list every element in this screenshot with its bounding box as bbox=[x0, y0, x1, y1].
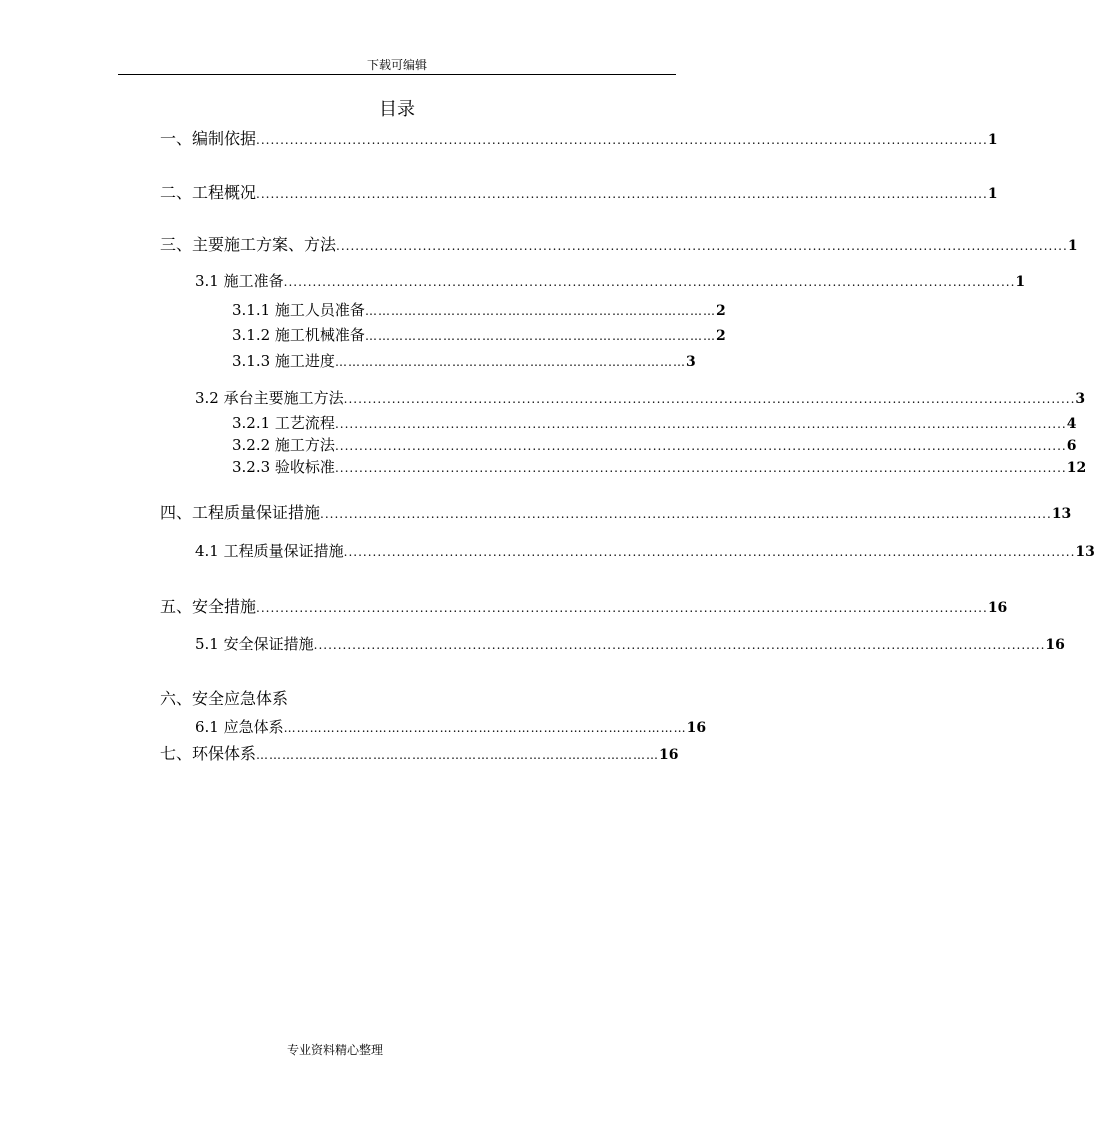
toc-entry-label: 3.2.2 施工方法 bbox=[232, 436, 335, 454]
page-footer: 专业资料精心整理 bbox=[287, 1043, 384, 1057]
toc-leader: ........................................................................................................................................................ bbox=[334, 417, 1067, 431]
toc-entry-page: 13 bbox=[1051, 506, 1072, 522]
toc-leader: ………………………………………………………………………………… bbox=[283, 721, 687, 735]
toc-entry-page: 4 bbox=[1066, 416, 1077, 432]
toc-entry-label: 4.1 工程质量保证措施 bbox=[195, 542, 344, 560]
toc-entry-label: 六、安全应急体系 bbox=[160, 689, 289, 708]
page-header: 下载可编辑 bbox=[366, 58, 427, 72]
toc-entry-label: 五、安全措施 bbox=[160, 597, 257, 616]
toc-entry-label: 6.1 应急体系 bbox=[195, 718, 284, 736]
toc-entry-page: 1 bbox=[1067, 238, 1078, 254]
toc-entry[interactable] bbox=[160, 128, 998, 150]
toc-entry-label: 5.1 安全保证措施 bbox=[195, 635, 314, 653]
toc-entry-page: 2 bbox=[715, 328, 726, 344]
toc-leader: ........................................................................................................................................................ bbox=[256, 187, 988, 201]
toc-entry-page: 16 bbox=[1045, 637, 1065, 653]
toc-leader: ........................................................................................................................................................ bbox=[283, 275, 1016, 289]
toc-entry-label: 3.1.2 施工机械准备 bbox=[232, 326, 365, 344]
toc-entry-label: 3.1 施工准备 bbox=[195, 272, 284, 290]
toc-entry[interactable] bbox=[195, 387, 1086, 409]
toc-leader: ……………………………………………………………………… bbox=[334, 355, 686, 369]
toc-leader: ........................................................................................................................................................ bbox=[343, 545, 1076, 559]
toc-entry-page: 3 bbox=[1075, 391, 1086, 407]
toc-leader: ........................................................................................................................................................ bbox=[334, 439, 1067, 453]
toc-entry-page: 6 bbox=[1066, 438, 1077, 454]
toc-entry-label: 3.2 承台主要施工方法 bbox=[195, 389, 344, 407]
toc-entry[interactable] bbox=[160, 234, 1078, 256]
toc-entry[interactable] bbox=[232, 299, 726, 321]
toc-entry-label: 二、工程概况 bbox=[160, 183, 257, 202]
toc-title: 目录 bbox=[379, 99, 415, 120]
toc-entry[interactable] bbox=[232, 412, 1077, 434]
toc-entry-page: 2 bbox=[715, 303, 726, 319]
toc-entry[interactable] bbox=[195, 633, 1065, 655]
toc-leader: ........................................................................................................................................................ bbox=[336, 239, 1068, 253]
toc-entry[interactable] bbox=[232, 324, 726, 346]
toc-leader: ........................................................................................................................................................ bbox=[313, 638, 1046, 652]
toc-leader: ........................................................................................................................................................ bbox=[320, 507, 1052, 521]
toc-leader: ........................................................................................................................................................ bbox=[256, 601, 988, 615]
toc-entry[interactable] bbox=[160, 502, 1072, 524]
toc-entry[interactable] bbox=[160, 596, 1008, 618]
toc-entry[interactable] bbox=[160, 743, 679, 765]
toc-entry[interactable] bbox=[195, 716, 707, 738]
toc-leader: ........................................................................................................................................................ bbox=[334, 461, 1067, 475]
toc-entry[interactable] bbox=[160, 688, 672, 710]
toc-entry[interactable] bbox=[232, 456, 1087, 478]
toc-entry[interactable] bbox=[160, 182, 998, 204]
toc-leader: ………………………………………………………………………………… bbox=[256, 748, 660, 762]
toc-entry-label: 3.2.3 验收标准 bbox=[232, 458, 335, 476]
toc-entry-page: 1 bbox=[987, 186, 998, 202]
toc-entry-label: 3.2.1 工艺流程 bbox=[232, 414, 335, 432]
toc-entry-page: 12 bbox=[1066, 460, 1087, 476]
header-rule bbox=[118, 74, 676, 75]
toc-entry-page: 1 bbox=[1015, 274, 1026, 290]
toc-entry[interactable] bbox=[195, 270, 1026, 292]
toc-entry-label: 3.1.1 施工人员准备 bbox=[232, 301, 365, 319]
toc-entry[interactable] bbox=[195, 540, 1095, 562]
toc-leader: ……………………………………………………………………… bbox=[364, 329, 716, 343]
toc-entry-label: 七、环保体系 bbox=[160, 744, 257, 763]
toc-entry-label: 四、工程质量保证措施 bbox=[160, 503, 321, 522]
toc-entry-page: 16 bbox=[987, 600, 1008, 616]
toc-entry[interactable] bbox=[232, 434, 1077, 456]
toc-entry-label: 3.1.3 施工进度 bbox=[232, 352, 335, 370]
toc-leader: ……………………………………………………………………… bbox=[364, 304, 716, 318]
toc-entry-page: 1 bbox=[987, 132, 998, 148]
toc-entry-label: 三、主要施工方案、方法 bbox=[160, 235, 337, 254]
toc-entry-page: 16 bbox=[686, 720, 707, 736]
toc-entry-label: 一、编制依据 bbox=[160, 129, 257, 148]
toc-entry-page: 3 bbox=[685, 354, 696, 370]
toc-leader: ........................................................................................................................................................ bbox=[343, 392, 1076, 406]
toc-entry-page: 13 bbox=[1075, 544, 1095, 560]
toc-entry[interactable] bbox=[232, 350, 696, 372]
toc-entry-page: 16 bbox=[659, 747, 679, 763]
toc-leader: ........................................................................................................................................................ bbox=[256, 133, 988, 147]
